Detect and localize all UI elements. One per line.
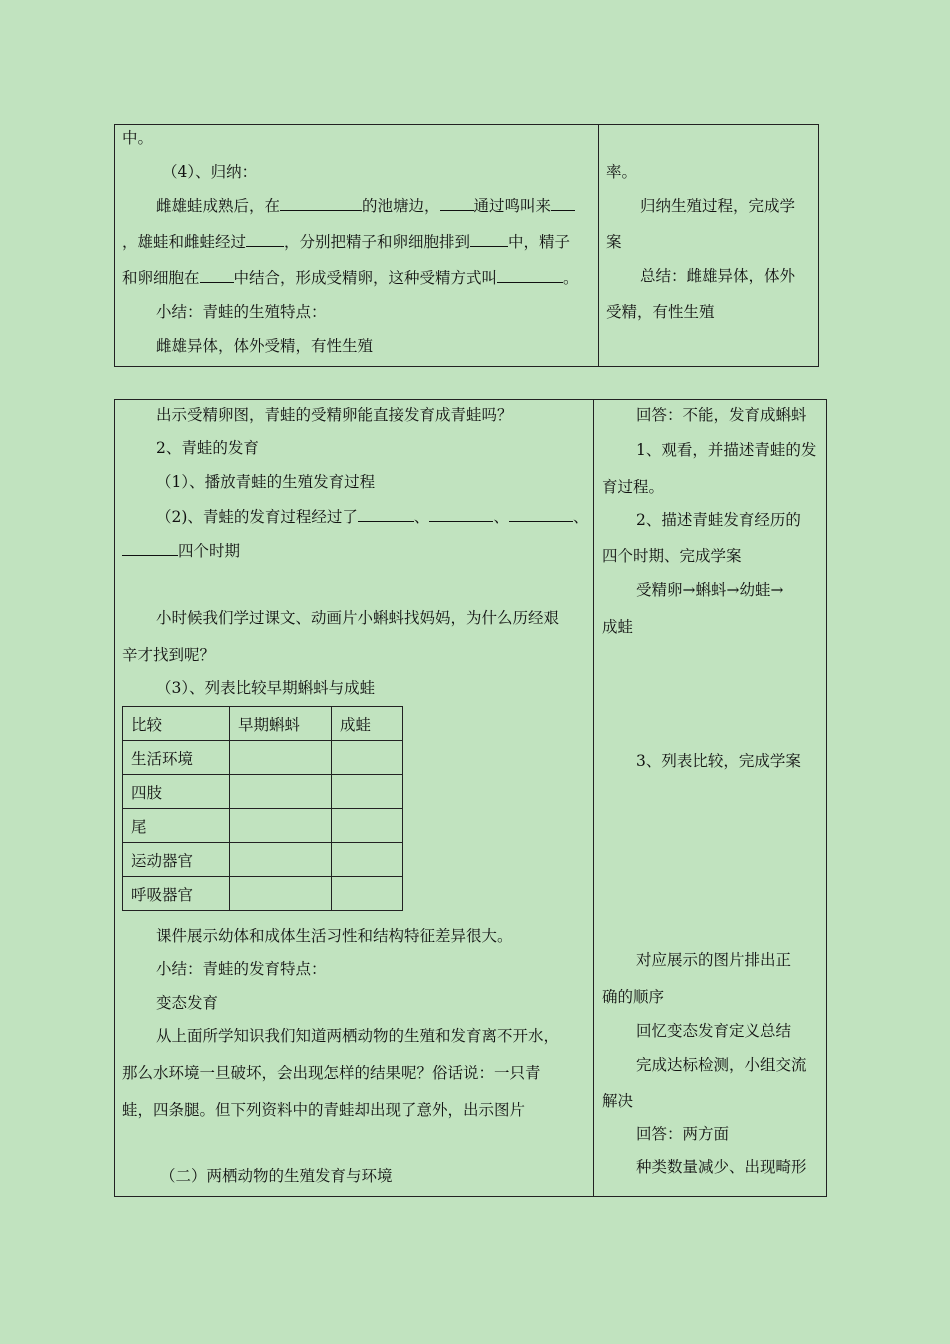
table-cell: [332, 741, 403, 775]
student-activity: 3、列表比较，完成学案: [636, 752, 801, 770]
table-row: [123, 707, 403, 741]
student-activity: 成蛙: [602, 618, 634, 636]
table-row: [123, 775, 403, 809]
column-divider-1: [598, 124, 599, 367]
summary-label: 小结：青蛙的发育特点：: [156, 960, 327, 978]
fill-blank-line: [156, 507, 588, 527]
summary-text: 变态发育: [156, 994, 219, 1012]
summary-text: 雌雄异体，体外受精，有性生殖: [156, 337, 374, 355]
story-question: 小时候我们学过课文、动画片小蝌蚪找妈妈，为什么历经艰: [156, 609, 560, 627]
text-part: 的池塘边，: [362, 197, 440, 215]
subsection-heading: （1）、播放青蛙的生殖发育过程: [156, 473, 376, 491]
table-header: 成蛙: [332, 707, 403, 741]
blank: [440, 196, 474, 211]
separator: 、: [413, 508, 430, 526]
table-cell: [332, 877, 403, 911]
student-activity: 育过程。: [602, 478, 665, 496]
student-activity: 回答：两方面: [636, 1125, 730, 1143]
blank: [246, 232, 284, 247]
table-cell: [332, 843, 403, 877]
student-activity: 受精，有性生殖: [606, 303, 715, 321]
table-cell: [332, 809, 403, 843]
student-activity: 确的顺序: [602, 988, 665, 1006]
fill-blank-line: [122, 232, 570, 252]
text-line: 那么水环境一旦破坏，会出现怎样的结果呢？俗话说：一只青: [122, 1064, 541, 1082]
student-activity: 1、观看，并描述青蛙的发: [636, 441, 817, 459]
text-part: ，雄蛙和雌蛙经过: [122, 233, 247, 251]
text-part: 中，精子: [508, 233, 571, 251]
text-part: 和卵细胞在: [122, 269, 200, 287]
table-cell: [230, 877, 332, 911]
table-cell: [332, 775, 403, 809]
table-header: 早期蝌蚪: [230, 707, 332, 741]
text-line: 蛙，四条腿。但下列资料中的青蛙却出现了意外，出示图片: [122, 1101, 526, 1119]
table-header: 比较: [123, 707, 230, 741]
student-activity: 回答：不能，发育成蝌蚪: [636, 406, 807, 424]
student-activity: 回忆变态发育定义总结: [636, 1022, 792, 1040]
text-line: 课件展示幼体和成体生活习性和结构特征差异很大。: [156, 927, 513, 945]
student-activity: 归纳生殖过程，完成学: [640, 197, 796, 215]
blank: [497, 268, 563, 283]
blank: [358, 507, 414, 522]
text-part: 雌雄蛙成熟后，在: [156, 197, 281, 215]
student-activity: 完成达标检测，小组交流: [636, 1056, 807, 1074]
table-cell: [230, 809, 332, 843]
blank: [280, 196, 362, 211]
column-divider-2: [593, 399, 594, 1197]
student-activity: 受精卵→蝌蚪→幼蛙→: [636, 581, 784, 599]
student-activity: 对应展示的图片排出正: [636, 951, 792, 969]
fill-blank-line: [122, 541, 240, 561]
story-question: 辛才找到呢？: [122, 646, 216, 664]
text-line: 中。: [122, 129, 154, 147]
table-row-label: 呼吸器官: [123, 877, 230, 911]
text-part: 。: [563, 269, 579, 287]
blank: [429, 507, 493, 522]
question-text: 出示受精卵图，青蛙的受精卵能直接发育成青蛙吗？: [156, 406, 513, 424]
table-row-label: 四肢: [123, 775, 230, 809]
text-part: （2)、青蛙的发育过程经过了: [156, 508, 358, 526]
table-row-label: 生活环境: [123, 741, 230, 775]
fill-blank-line: [156, 196, 575, 216]
section-heading: 2、青蛙的发育: [156, 439, 259, 457]
table-row: [123, 809, 403, 843]
blank: [551, 196, 575, 211]
text-part: 通过鸣叫来: [473, 197, 552, 215]
section-heading: （4）、归纳：: [162, 163, 258, 181]
separator: 、: [572, 508, 589, 526]
blank: [200, 268, 234, 283]
text-part: 四个时期: [178, 542, 241, 560]
section-heading: （二）两栖动物的生殖发育与环境: [160, 1167, 393, 1185]
table-row-label: 尾: [123, 809, 230, 843]
summary-label: 小结：青蛙的生殖特点：: [156, 303, 327, 321]
student-activity: 总结：雌雄异体，体外: [640, 267, 796, 285]
subsection-heading: （3）、列表比较早期蝌蚪与成蛙: [156, 679, 376, 697]
student-activity: 率。: [606, 163, 638, 181]
table-row: [123, 877, 403, 911]
student-activity: 解决: [602, 1092, 634, 1110]
fill-blank-line: [122, 268, 579, 288]
comparison-table: [122, 706, 403, 911]
separator: 、: [493, 508, 509, 526]
blank: [470, 232, 508, 247]
table-row: [123, 843, 403, 877]
table-cell: [230, 843, 332, 877]
table-cell: [230, 741, 332, 775]
text-part: ，分别把精子和卵细胞排到: [284, 233, 471, 251]
student-activity: 案: [606, 233, 622, 251]
student-activity: 2、描述青蛙发育经历的: [636, 511, 801, 529]
table-row: [123, 741, 403, 775]
blank: [122, 541, 178, 556]
text-line: 从上面所学知识我们知道两栖动物的生殖和发育离不开水，: [156, 1027, 560, 1045]
text-part: 中结合，形成受精卵，这种受精方式叫: [233, 269, 498, 287]
blank: [509, 507, 573, 522]
table-cell: [230, 775, 332, 809]
student-activity: 种类数量减少、出现畸形: [636, 1158, 807, 1176]
table-row-label: 运动器官: [123, 843, 230, 877]
student-activity: 四个时期、完成学案: [602, 547, 742, 565]
